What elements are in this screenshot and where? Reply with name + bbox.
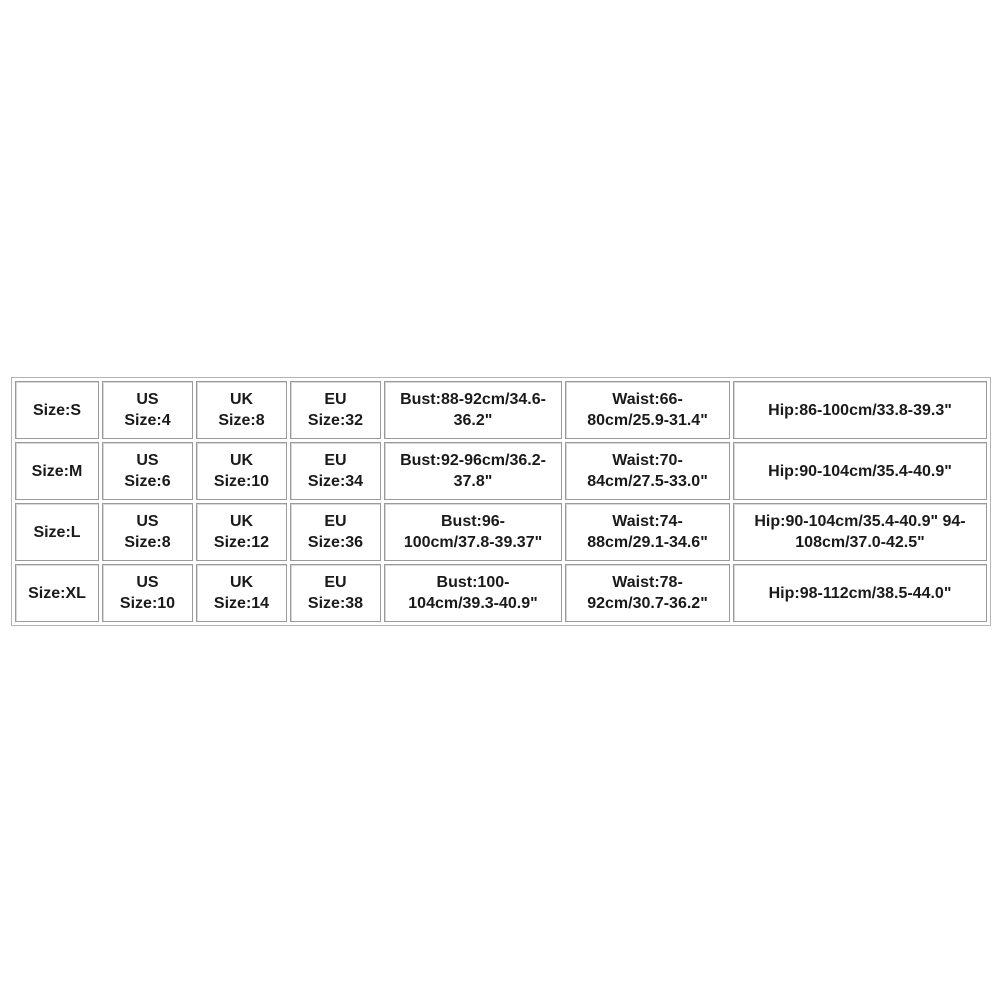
hip-cell-line: Hip:90-104cm/35.4-40.9" bbox=[768, 462, 952, 480]
waist-cell-line: Waist:74- bbox=[612, 513, 683, 530]
us-size-cell-line: US bbox=[136, 391, 159, 408]
hip-cell-line: 108cm/37.0-42.5" bbox=[795, 534, 925, 551]
hip-cell-line: Hip:98-112cm/38.5-44.0" bbox=[768, 584, 952, 602]
uk-size-cell-line: UK bbox=[229, 391, 254, 408]
hip-cell bbox=[733, 442, 987, 500]
eu-size-cell-line: Size:38 bbox=[307, 595, 364, 612]
waist-cell-line: 84cm/27.5-33.0" bbox=[587, 473, 708, 490]
bust-cell bbox=[384, 564, 562, 622]
hip-cell-line: Hip:86-100cm/33.8-39.3" bbox=[768, 401, 952, 419]
waist-cell-line: Waist:66- bbox=[612, 391, 683, 408]
eu-size-cell bbox=[290, 442, 381, 500]
uk-size-cell-line: Size:8 bbox=[218, 412, 265, 429]
bust-cell-line: Bust:88-92cm/34.6- bbox=[400, 391, 546, 408]
eu-size-cell-line: EU bbox=[324, 391, 347, 408]
hip-cell bbox=[733, 564, 987, 622]
table-row bbox=[15, 503, 987, 561]
eu-size-cell-line: Size:34 bbox=[307, 473, 364, 490]
bust-cell-line: 37.8" bbox=[453, 473, 493, 490]
uk-size-cell-line: UK bbox=[229, 574, 254, 591]
bust-cell-line: Bust:96- bbox=[440, 513, 505, 530]
waist-cell-line: Waist:78- bbox=[612, 574, 683, 591]
hip-cell bbox=[733, 381, 987, 439]
size-chart bbox=[11, 377, 991, 626]
waist-cell-line: Waist:70- bbox=[612, 452, 683, 469]
us-size-cell-line: Size:10 bbox=[119, 595, 176, 612]
eu-size-cell bbox=[290, 503, 381, 561]
us-size-cell-line: Size:6 bbox=[124, 473, 171, 490]
waist-cell-line: 88cm/29.1-34.6" bbox=[587, 534, 708, 551]
table-row bbox=[15, 564, 987, 622]
eu-size-cell bbox=[290, 564, 381, 622]
table-row bbox=[15, 442, 987, 500]
waist-cell bbox=[565, 503, 730, 561]
bust-cell bbox=[384, 381, 562, 439]
us-size-cell bbox=[102, 442, 193, 500]
uk-size-cell bbox=[196, 564, 287, 622]
us-size-cell-line: US bbox=[136, 574, 159, 591]
bust-cell-line: 100cm/37.8-39.37" bbox=[403, 534, 543, 551]
eu-size-cell-line: Size:36 bbox=[307, 534, 364, 551]
uk-size-cell-line: UK bbox=[229, 452, 254, 469]
waist-cell bbox=[565, 381, 730, 439]
eu-size-cell-line: EU bbox=[324, 574, 347, 591]
uk-size-cell-line: UK bbox=[229, 513, 254, 530]
uk-size-cell-line: Size:10 bbox=[213, 473, 270, 490]
us-size-cell-line: Size:4 bbox=[124, 412, 171, 429]
us-size-cell-line: Size:8 bbox=[124, 534, 171, 551]
uk-size-cell-line: Size:12 bbox=[213, 534, 270, 551]
uk-size-cell bbox=[196, 503, 287, 561]
us-size-cell-line: US bbox=[136, 513, 159, 530]
eu-size-cell-line: EU bbox=[324, 513, 347, 530]
hip-cell-line: Hip:90-104cm/35.4-40.9" 94- bbox=[754, 513, 966, 530]
bust-cell-line: 36.2" bbox=[453, 412, 493, 429]
us-size-cell bbox=[102, 564, 193, 622]
uk-size-cell-line: Size:14 bbox=[213, 595, 270, 612]
size-cell: Size:S bbox=[15, 381, 99, 439]
uk-size-cell bbox=[196, 442, 287, 500]
hip-cell bbox=[733, 503, 987, 561]
bust-cell-line: Bust:92-96cm/36.2- bbox=[400, 452, 546, 469]
size-table bbox=[12, 378, 990, 625]
bust-cell bbox=[384, 442, 562, 500]
size-cell: Size:L bbox=[15, 503, 99, 561]
us-size-cell bbox=[102, 381, 193, 439]
uk-size-cell bbox=[196, 381, 287, 439]
eu-size-cell-line: EU bbox=[324, 452, 347, 469]
us-size-cell bbox=[102, 503, 193, 561]
eu-size-cell bbox=[290, 381, 381, 439]
waist-cell bbox=[565, 442, 730, 500]
eu-size-cell-line: Size:32 bbox=[307, 412, 364, 429]
waist-cell-line: 80cm/25.9-31.4" bbox=[587, 412, 708, 429]
table-row bbox=[15, 381, 987, 439]
bust-cell-line: Bust:100- bbox=[436, 574, 510, 591]
waist-cell bbox=[565, 564, 730, 622]
us-size-cell-line: US bbox=[136, 452, 159, 469]
bust-cell-line: 104cm/39.3-40.9" bbox=[408, 595, 538, 612]
size-cell: Size:M bbox=[15, 442, 99, 500]
waist-cell-line: 92cm/30.7-36.2" bbox=[587, 595, 708, 612]
size-cell: Size:XL bbox=[15, 564, 99, 622]
bust-cell bbox=[384, 503, 562, 561]
